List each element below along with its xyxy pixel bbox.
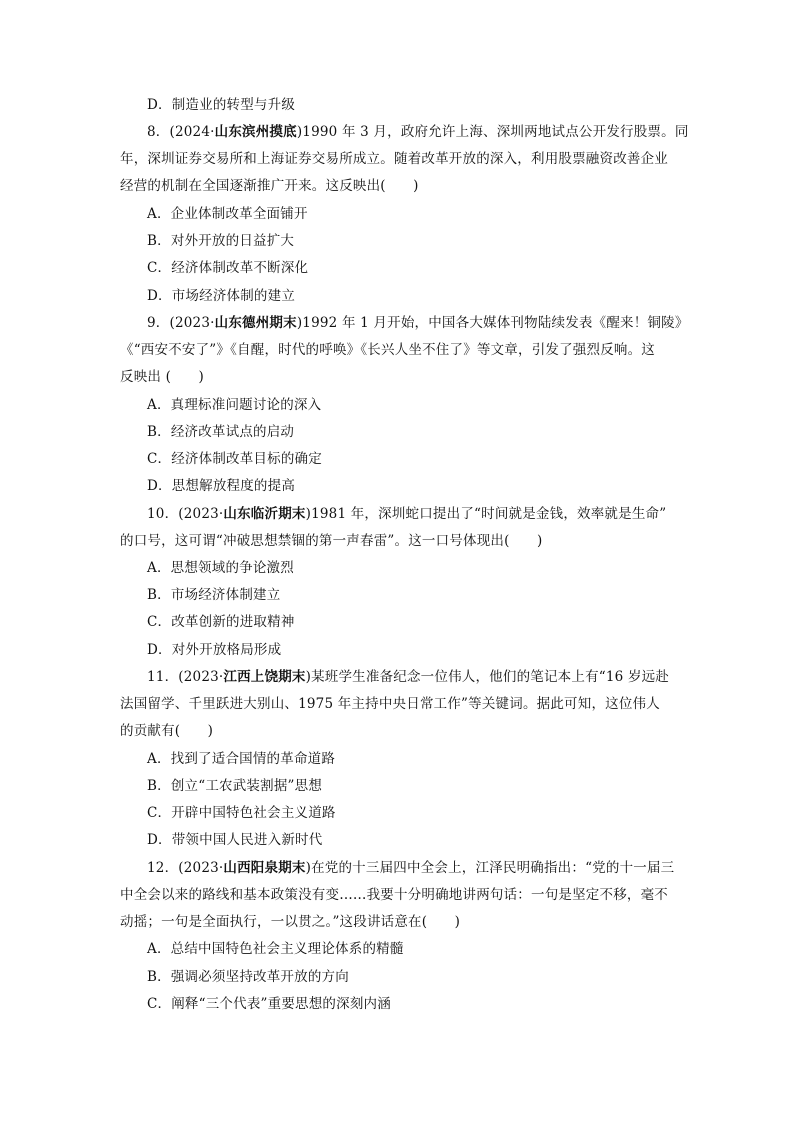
q8-number: 8． [147,124,170,140]
q11-stem-line-1 [147,668,669,686]
q11-option-b: B．创立“工农武装割据”思想 [147,778,323,794]
q10-number: 10． [147,506,179,522]
q10-text-1: )1981 年，深圳蛇口提出了“时间就是金钱，效率就是生命” [305,506,667,522]
q12-option-a: A．总结中国特色社会主义理论体系的精髓 [147,941,404,957]
q10-source: 山东临沂期末 [223,506,306,522]
q9-option-c: C．经济体制改革目标的确定 [147,451,322,467]
q12-option-b: B．强调必须坚持改革开放的方向 [147,969,349,985]
q12-year: (2023· [178,860,224,876]
q8-option-c: C．经济体制改革不断深化 [147,260,309,276]
q9-year: (2023· [169,315,215,331]
q8-option-a: A．企业体制改革全面铺开 [147,206,308,222]
q12-text-1: )在党的十三届四中全会上，江泽民明确指出：“党的十一届三 [305,860,675,876]
q10-stem-line-1 [147,505,666,523]
q12-stem-line-2: 中全会以来的路线和基本政策没有变……我要十分明确地讲两句话：一句是坚定不移，毫不 [120,887,668,903]
q11-year: (2023· [178,669,224,685]
q11-option-a: A．找到了适合国情的革命道路 [147,751,336,767]
q9-source: 山东德州期末 [214,315,297,331]
q9-number: 9． [147,315,170,331]
q9-text-1: )1992 年 1 月开始，中国各大媒体刊物陆续发表《醒来！铜陵》 [296,315,689,331]
q8-text-1: )1990 年 3 月，政府允许上海、深圳两地试点公开发行股票。同 [296,124,689,140]
q8-stem-line-1 [147,123,689,141]
q10-option-d: D．对外开放格局形成 [147,642,282,658]
q12-number: 12． [147,860,179,876]
q12-option-c: C．阐释“三个代表”重要思想的深刻内涵 [147,996,391,1012]
q9-stem-line-1 [147,314,689,332]
q10-stem-line-2: 的口号，这可谓“冲破思想禁锢的第一声春雷”。这一口号体现出( ) [120,533,543,549]
q10-option-b: B．市场经济体制建立 [147,587,281,603]
q8-stem-line-3: 经营的机制在全国逐渐推广开来。这反映出( ) [120,178,419,194]
q10-year: (2023· [178,506,224,522]
q11-number: 11． [147,669,179,685]
q8-source: 山东滨州摸底 [214,124,297,140]
q11-stem-line-2: 法国留学、千里跃进大别山、1975 年主持中央日常工作”等关键词。据此可知，这位伟人 [120,696,660,712]
q9-stem-line-2: 《“西安不安了”》《自醒，时代的呼唤》《长兴人坐不住了》等文章，引发了强烈反响。这 [120,342,656,358]
q8-option-d: D．市场经济体制的建立 [147,288,296,304]
q10-option-c: C．改革创新的进取精神 [147,614,295,630]
q8-option-b: B．对外开放的日益扩大 [147,233,295,249]
q9-option-a: A．真理标准问题讨论的深入 [147,397,322,413]
q12-source: 山西阳泉期末 [223,860,306,876]
q12-stem-line-1 [147,859,674,877]
q7-option-d: D．制造业的转型与升级 [147,97,296,113]
q11-option-d: D．带领中国人民进入新时代 [147,832,323,848]
q11-text-1: )某班学生准备纪念一位伟人，他们的笔记本上有“16 岁远赴 [305,669,670,685]
q11-source: 江西上饶期末 [223,669,306,685]
q9-option-d: D．思想解放程度的提高 [147,478,296,494]
q11-stem-line-3: 的贡献有( ) [120,723,214,739]
q11-option-c: C．开辟中国特色社会主义道路 [147,805,336,821]
q8-year: (2024· [169,124,215,140]
q12-stem-line-3: 动摇；一句是全面执行，一以贯之。”这段讲话意在( ) [120,914,461,930]
q9-option-b: B．经济改革试点的启动 [147,424,295,440]
q10-option-a: A．思想领域的争论激烈 [147,560,294,576]
q9-stem-line-3: 反映出 ( ) [120,369,204,385]
q8-stem-line-2: 年，深圳证券交易所和上海证券交易所成立。随着改革开放的深入，利用股票融资改善企业 [120,151,668,167]
